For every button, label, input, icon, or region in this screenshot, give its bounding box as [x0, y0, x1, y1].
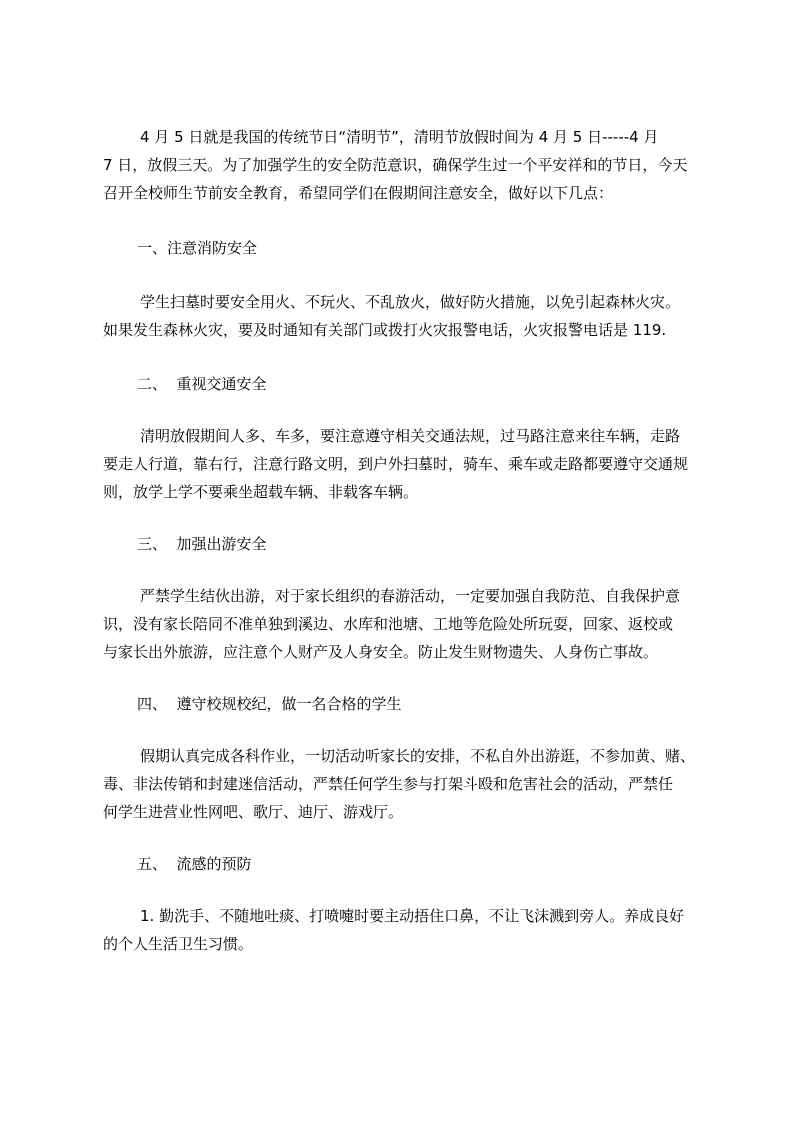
paragraph-line: 的个人生活卫生习惯。 [103, 935, 254, 953]
paragraph-line: 毒、非法传销和封建迷信活动，严禁任何学生参与打架斗殴和危害社会的活动，严禁任 [103, 775, 674, 793]
paragraph-line: 与家长出外旅游，应注意个人财产及人身安全。防止发生财物遗失、人身伤亡事故。 [103, 643, 659, 661]
section-heading: 五、 流感的预防 [137, 855, 252, 873]
paragraph-line: 严禁学生结伙出游，对于家长组织的春游活动，一定要加强自我防范、自我保护意 [140, 587, 681, 605]
paragraph-line: 则，放学上学不要乘坐超载车辆、非载客车辆。 [103, 483, 419, 501]
section-heading: 二、 重视交通安全 [137, 375, 267, 393]
section-heading: 一、注意消防安全 [137, 239, 258, 257]
paragraph-line: 如果发生森林火灾，要及时通知有关部门或拨打火灾报警电话，火灾报警电话是 119. [103, 321, 667, 339]
paragraph-line: 识，没有家长陪同不准单独到溪边、水库和池塘、工地等危险处所玩耍，回家、返校或 [103, 615, 674, 633]
intro-line: 4 月 5 日就是我国的传统节日“清明节”，清明节放假时间为 4 月 5 日-----4 月 [140, 128, 659, 146]
intro-line: 召开全校师生节前安全教育，希望同学们在假期间注意安全，做好以下几点： [103, 184, 614, 202]
section-heading: 三、 加强出游安全 [137, 535, 267, 553]
paragraph-line: 1. 勤洗手、不随地吐痰、打喷嚏时要主动捂住口鼻，不让飞沫溅到旁人。养成良好 [140, 907, 685, 925]
paragraph-line: 何学生进营业性网吧、歌厅、迪厅、游戏厅。 [103, 803, 404, 821]
paragraph-line: 清明放假期间人多、车多，要注意遵守相关交通法规，过马路注意来往车辆，走路 [140, 427, 681, 445]
paragraph-line: 学生扫墓时要安全用火、不玩火、不乱放火，做好防火措施，以免引起森林火灾。 [140, 293, 681, 311]
paragraph-line: 要走人行道，靠右行，注意行路文明，到户外扫墓时，骑车、乘车或走路都要遵守交通规 [103, 455, 689, 473]
paragraph-line: 假期认真完成各科作业，一切活动听家长的安排，不私自外出游逛，不参加黄、赌、 [140, 747, 696, 765]
intro-line: 7 日，放假三天。为了加强学生的安全防范意识，确保学生过一个平安祥和的节日，今天 [103, 156, 688, 174]
section-heading: 四、 遵守校规校纪，做一名合格的学生 [137, 695, 402, 713]
